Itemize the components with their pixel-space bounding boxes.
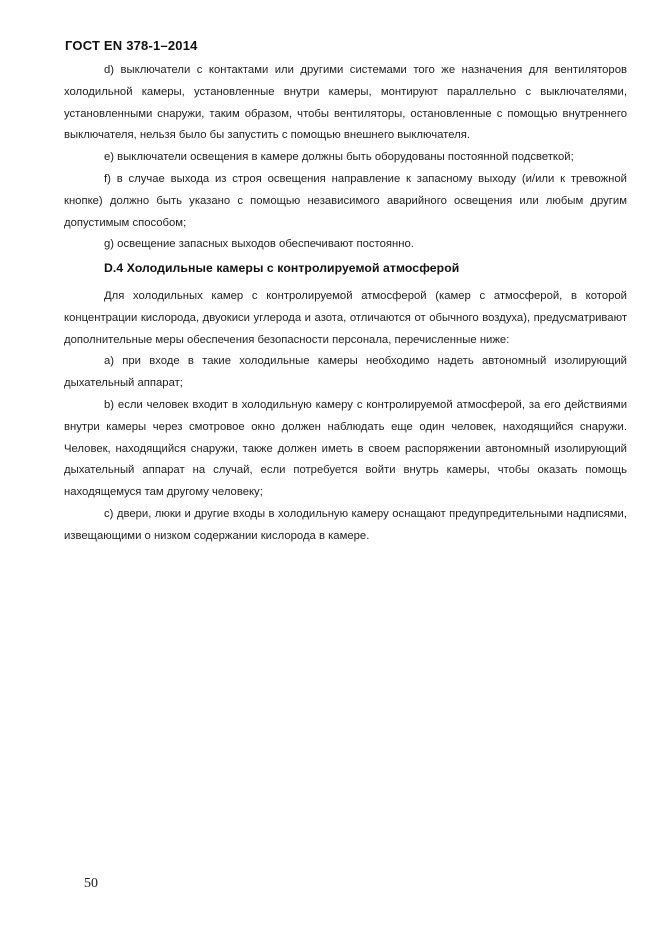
section-heading: D.4 Холодильные камеры с контролируемой атмосферой <box>104 261 460 276</box>
paragraph-item-a: a) при входе в такие холодильные камеры необходимо надеть автономный изолирующий дыхательный аппарат; <box>64 355 627 390</box>
paragraph-item-d: d) выключатели с контактами или другими системами того же назначения для вентиляторов холодильной камеры, установленные внутри камеры, монтируют параллельно с выключателями, установленными снаружи, таким образом, чтобы вентиляторы, остановленные с помощью внутреннего выключателя, нельзя было бы запустить с помощью внешнего выключателя. <box>64 64 627 142</box>
page-number: 50 <box>84 876 98 891</box>
paragraph-intro: Для холодильных камер с контролируемой атмосферой (камер с атмосферой, в которой концентрации кислорода, двуокиси углерода и азота, отличаются от обычного воздуха), предусматривают дополнительные меры обеспечения безопасности персонала, перечисленные ниже: <box>64 289 627 346</box>
paragraph-item-b: b) если человек входит в холодильную камеру с контролируемой атмосферой, за его действиями внутри камеры через смотровое окно должен наблюдать еще один человек, находящийся снаружи. Человек, находящийся снаружи, также должен иметь в своем распоряжении автономный изолирующий дыхательный аппарат на случай, если потребуется войти внутрь камеры, чтобы оказать помощь находящемуся там другому человеку; <box>64 398 627 499</box>
paragraph-item-f: f) в случае выхода из строя освещения направление к запасному выходу (и/или к тревожной кнопке) должно быть указано с помощью независимого аварийного освещения или любым другим допустимым способом; <box>64 172 627 229</box>
paragraph-item-c: c) двери, люки и другие входы в холодильную камеру оснащают предупредительными надписями, извещающими о низком содержании кислорода в камере. <box>64 507 627 542</box>
page-body <box>64 60 627 548</box>
document-header: ГОСТ EN 378-1–2014 <box>65 38 198 53</box>
paragraph-item-g: g) освещение запасных выходов обеспечивают постоянно. <box>104 238 414 251</box>
paragraph-item-e: e) выключатели освещения в камере должны быть оборудованы постоянной подсветкой; <box>104 151 574 164</box>
